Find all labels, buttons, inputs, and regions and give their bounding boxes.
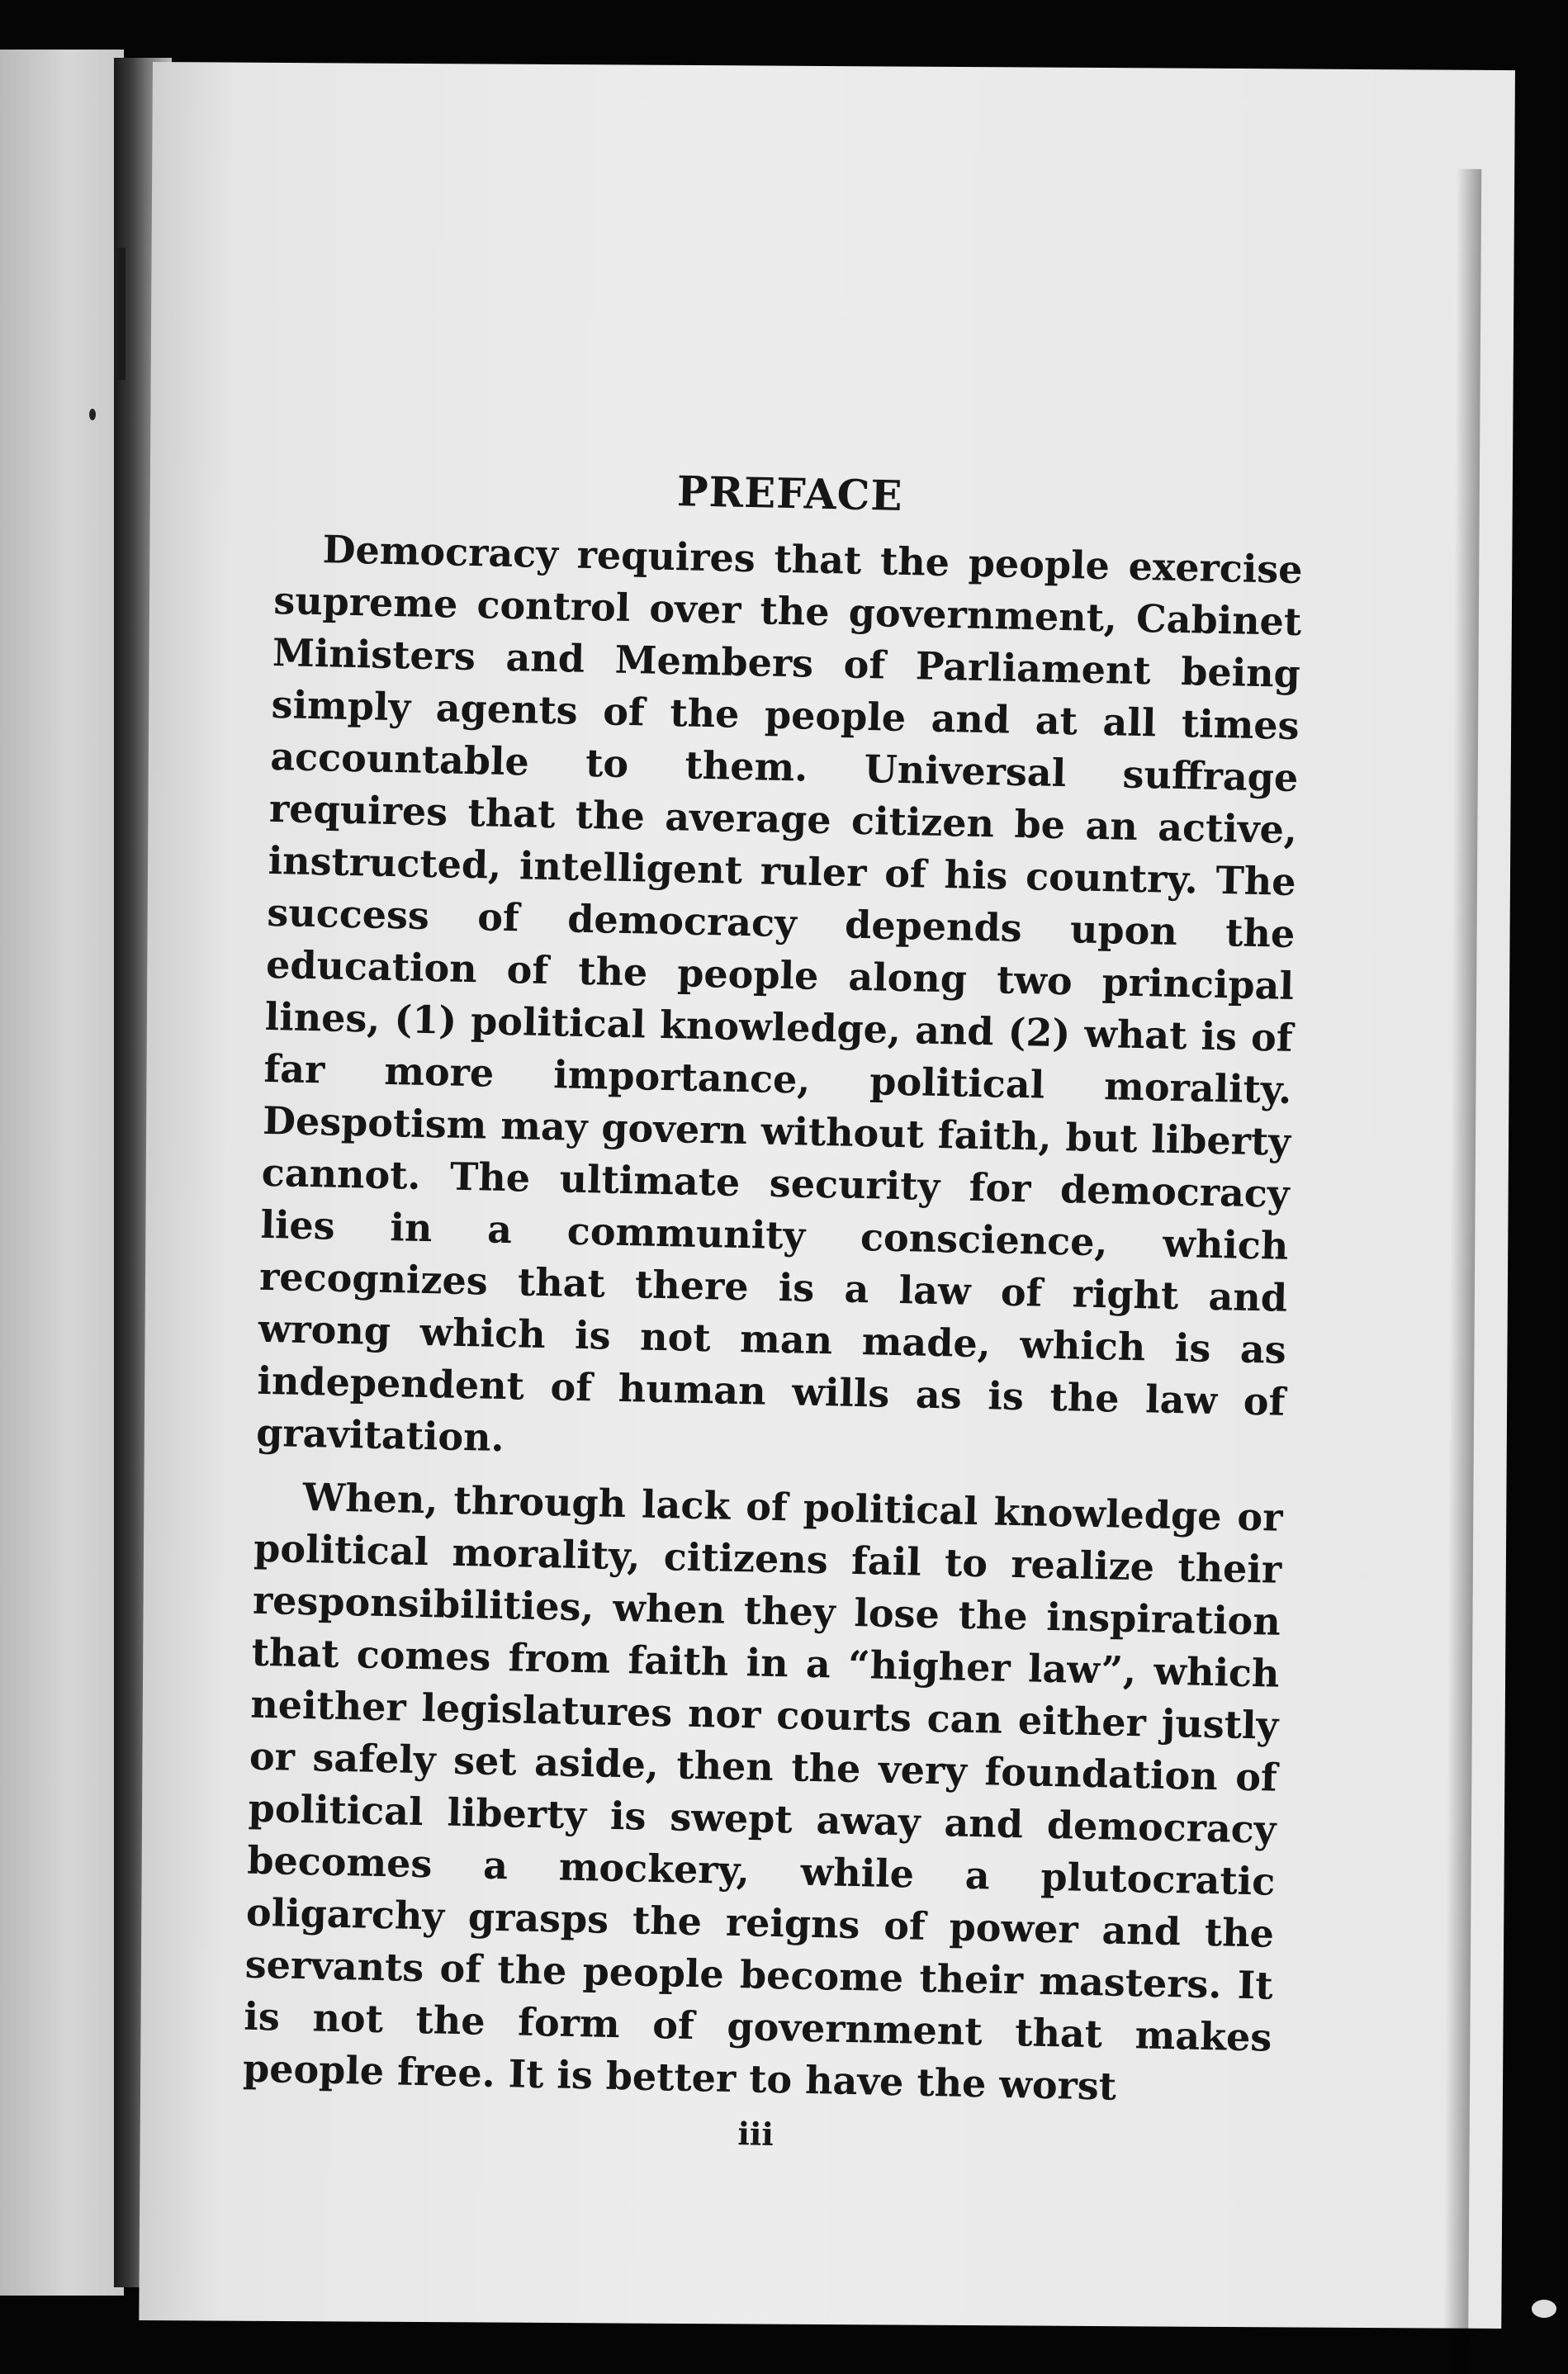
paragraph: Democracy requires that the people exercise supreme control over the government, Cabinet Ministers and Members of Parliament being simply agents of the people and at all times accountable to them. Universal suffrage requires that the average citizen be an active, instructed, intelligent ruler of his country. The success of democracy depends upon the education of the people along two principal lines, (1) political knowledge, and (2) what is of far more importance, political morality. Despotism may govern without faith, but liberty cannot. The ultimate security for democracy lies in a community conscience, which recognizes that there is a law of right and wrong which is not man made, which is as independent of human wills as is the law of gravitation. <box>255 527 1304 1461</box>
page-edge-shadow <box>1443 169 1481 2374</box>
page-heading: PREFACE <box>676 467 904 520</box>
page-number: iii <box>737 2115 775 2154</box>
facing-page-edge <box>0 50 124 2296</box>
dust-speck <box>89 409 96 420</box>
page-content <box>241 458 1304 2166</box>
paragraph: When, through lack of political knowledge or political morality, citizens fail to realize their responsibilities, when they lose the inspiration that comes from faith in a “higher law”, which neither legislatures nor courts can either justly or safely set aside, then the very foundation of political liberty is swept away and democracy becomes a mockery, while a plutocratic oligarchy grasps the reigns of power and the servants of the people become their masters. It is not the form of government that makes people free. It is better to have the worst <box>242 1474 1283 2109</box>
dust-speck <box>1532 2300 1556 2318</box>
spine-mark <box>117 248 126 380</box>
